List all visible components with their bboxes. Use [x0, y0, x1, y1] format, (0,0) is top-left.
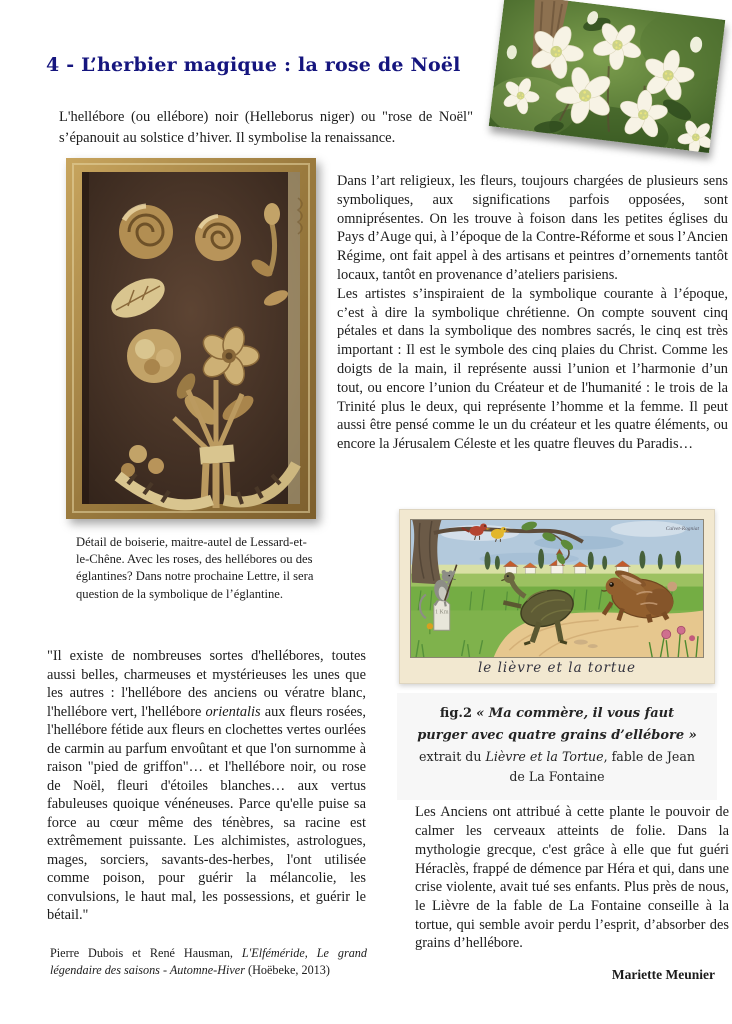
author-signature: Mariette Meunier — [611, 966, 715, 982]
page-title: 4 - L’herbier magique : la rose de Noël — [46, 53, 461, 76]
quote-source — [50, 945, 367, 979]
quote-paragraph — [47, 647, 366, 925]
fig-label: fig.2 — [439, 706, 473, 722]
figure-caption-line2: purger avec quatre grains d’ellébore » — [417, 728, 697, 744]
figure-caption-credit: extrait du Lièvre et la Tortue, fable de Jean — [419, 749, 695, 765]
carving-photo — [66, 158, 316, 519]
figure-postcard-block — [397, 509, 717, 800]
postcard-illustration — [410, 519, 704, 658]
postcard-caption: le lièvre et la tortue — [477, 660, 637, 677]
carving-caption: Détail de boiserie, maitre-autel de Lessard-et-le-Chêne. Avec les roses, des hellébores ou des églantines? Dans notre prochaine Lettre, il sera question de la symbolique de l’églantine. — [76, 534, 314, 601]
quote-part1: "Il existe de nombreuses sortes d'hellébores, toutes aussi belles, charmeuses et mystérieuses les unes que les autres : l'hellébore des anciens ou vératre blanc, l'hellébore vert, l'hellébore — [47, 648, 366, 720]
figure-caption-credit2: de La Fontaine — [509, 769, 605, 785]
quote-part2: aux fleurs rosées, l'hellébore fétide aux fleurs en clochettes vertes ourlées de carmin au parfum envoûtant et que l'on surnomme à raison "pied de griffon"… et l'hellébore noir, ou rose de Noël, fleuri d'étoiles blanches… aux vertus fabuleuses quoique vénéneuses. Parce qu'elle puise sa force au cœur même des ténèbres, sa racine est extrêmement puissante. Les alchimistes, astrologues, mages, sorciers, savants-des-herbes, l'ont utilisée comme poison, pour guérir la mélancolie, les convulsions, le haut mal, les possessions, et guérir le bétail." — [47, 703, 366, 924]
carving-art — [66, 158, 316, 519]
fable-title: Lièvre et la Tortue — [485, 749, 604, 765]
source-publisher: (Hoëbeke, 2013) — [248, 963, 330, 978]
intro-text: L'hellébore (ou ellébore) noir (Helleborus niger) ou "rose de Noël" s’épanouit au solstice d’hiver. Il symbolise la renaissance. — [59, 108, 473, 146]
quote-latin-term: orientalis — [205, 703, 261, 720]
body-paragraph-bottom: Les Anciens ont attribué à cette plante le pouvoir de calmer les cerveaux atteints de folie. Dans la mythologie grecque, c'est grâce à elle que fut guéri Héraclès, frappé de démence par Héra et qui, dans une crise violente, avait tué ses enfants. Plus près de nous, le Lièvre de la fable de La Fontaine conseille à la tortue, qui semble avoir perdu l’esprit, d’absorber des grains d’hellébore. — [415, 804, 729, 952]
source-authors: Pierre Dubois et René Hausman, — [50, 946, 242, 961]
milestone-text: 1 Km — [435, 609, 449, 616]
body-column-right — [337, 172, 728, 454]
hellebore-photo — [489, 0, 726, 153]
figure-caption — [397, 693, 717, 800]
source-book-title: L'Elféméride, Le grand légendaire des saisons - Automne-Hiver — [50, 946, 367, 978]
postcard — [399, 509, 715, 684]
body-paragraph: Les artistes s’inspiraient de la symbolique courante à l’époque, c’est à dire la symbolique chrétienne. On compte souvent cinq pétales et dans la symbolique des nombres sacrés, le cinq est très important : Il est le symbole des cinq plaies du Christ. Comme les doigts de la main, il représente aussi l’union et l’harmonie d’un tout, ou encore l’union du Créateur et de l'humanité : le trois de la Trinité plus le deux, qui représente l’homme et la femme. Il peut aussi être pensé comme le un du créateur et les quatre éléments, ou encore la Jérusalem Céleste et les quatre fleuves du Paradis… — [337, 285, 728, 453]
body-paragraph: Dans l’art religieux, les fleurs, toujours chargées de plusieurs sens symboliques, aux significations parfois opposées, sont omniprésentes. On les trouve à foison dans les petites églises du Pays d’Auge qui, à l’époque de la Contre-Réforme et sous l’Ancien Régime, ont fait appel à des artisans et peintres d’ornements tantôt locaux, tantôt en provenance d’ateliers parisiens. — [337, 173, 728, 283]
figure-caption-line1: fig.2 « Ma commère, il vous faut — [439, 706, 675, 722]
hellebore-photo-art — [489, 0, 726, 153]
illustrator-signature: Calvet-Rogniat — [665, 525, 700, 532]
